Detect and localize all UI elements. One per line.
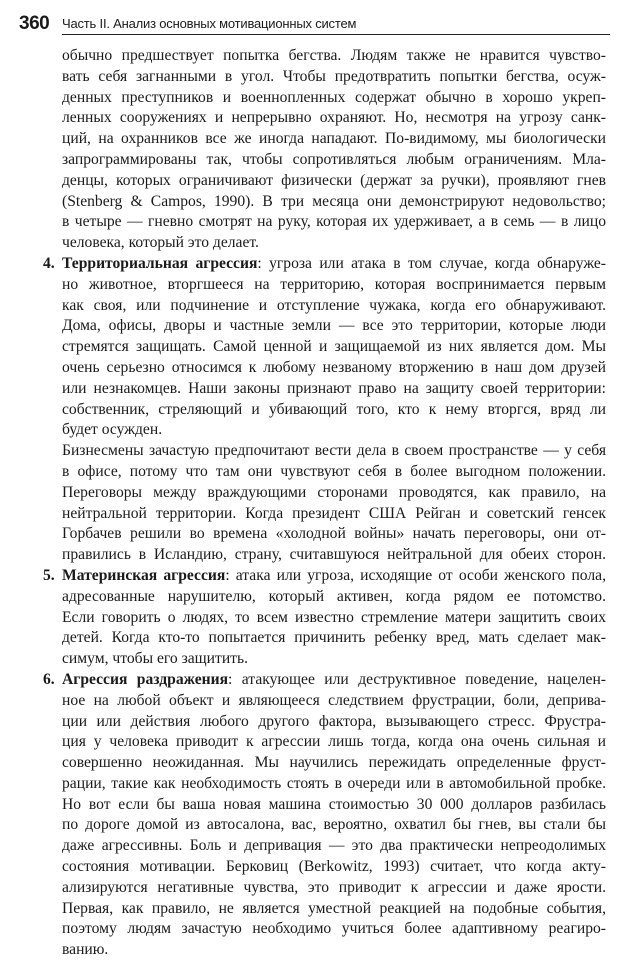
- text-line: как своя, или подчинение и отступление чужака, когда его обнаруживают.: [62, 296, 606, 314]
- text-line: даже агрессивны. Боль и депривация — это два практически непреодолимых: [62, 837, 606, 855]
- text-line: обычно предшествует попытка бегства. Людям также не нравится чувство-: [62, 47, 606, 64]
- text-line: Переговоры между враждующими сторонами проводятся, как правило, на: [62, 483, 606, 501]
- line-text: : атакующее или деструктивное поведение, нацелен-: [228, 670, 606, 688]
- list-number: 6.: [43, 670, 55, 688]
- list-item: [0, 670, 620, 961]
- list-item: [0, 566, 620, 670]
- text-line: (Stenberg & Campos, 1990). В три месяца они демонстрируют недовольство;: [62, 192, 606, 210]
- text-line: в четыре — гневно смотрят на руку, которая их удерживает, а в семь — в лицо: [62, 213, 606, 231]
- term-heading: Агрессия раздражения: [62, 670, 229, 688]
- text-line: Если говорить о людях, то всем известно стремление матери защитить своих: [62, 608, 606, 626]
- text-line: [43, 254, 607, 275]
- text-line: очень серьезно относимся к любому незваному вторжению в наш дом друзей: [62, 358, 606, 376]
- paragraph: [0, 441, 620, 566]
- running-title: Часть II. Анализ основных мотивационных систем: [62, 16, 357, 31]
- text-line: ное на любой объект и являющееся следствием фрустрации, боли, деприва-: [62, 691, 606, 709]
- text-line: Горбачев решили во времена «холодной войны» начать переговоры, они от-: [62, 525, 606, 543]
- text-line: состояния мотивации. Берковиц (Berkowitz, 1993) считает, что когда акту-: [62, 858, 606, 876]
- text-line: стремятся защищать. Самой ценной и защищаемой из них является дом. Мы: [62, 338, 606, 356]
- text-line: ванию.: [62, 941, 109, 959]
- text-line: человека, который это делает.: [62, 234, 259, 252]
- text-line: совершенно неожиданная. Мы научились пережидать определенные фруст-: [62, 754, 606, 772]
- term-heading: Территориальная агрессия: [62, 254, 258, 272]
- text-line: запрограммированы так, чтобы сопротивляться любым ограничениям. Мла-: [62, 150, 606, 168]
- page-body: [0, 46, 620, 961]
- page-number: 360: [19, 13, 50, 34]
- text-line: но животное, вторгшееся на территорию, которая воспринимается первым: [62, 275, 606, 293]
- text-line: детей. Когда кто-то попытается причинить ребенку вред, мать сделает мак-: [62, 629, 606, 647]
- text-line: вать себя загнанными в угол. Чтобы предотвратить попытки бегства, осуж-: [62, 67, 606, 85]
- text-line: правились в Исландию, страну, считавшуюся нейтральной для обеих сторон.: [62, 546, 606, 564]
- text-line: ленных сооружениях и непрерывно охраняют. Но, несмотря на угрозу санк-: [62, 109, 606, 127]
- header-rule: [62, 34, 610, 35]
- text-line: ция у человека приводит к агрессии лишь тогда, когда она очень сильная и: [62, 733, 606, 751]
- text-line: ции или действия любого другого фактора, вызывающего стресс. Фрустра-: [62, 712, 606, 730]
- text-line: или незнакомцев. Наши законы признают право на защиту своей территории:: [62, 379, 606, 397]
- text-line: ций, на охранников все же иногда нападают. По-видимому, мы биологически: [62, 130, 606, 148]
- text-line: будет осужден.: [62, 421, 163, 439]
- term-heading: Материнская агрессия: [62, 566, 226, 584]
- text-line: нейтральной территории. Когда президент США Рейган и советский генсек: [62, 504, 606, 522]
- text-line: [43, 670, 606, 691]
- line-text: : угроза или атака в том случае, когда обнаруже-: [257, 254, 607, 272]
- list-number: 4.: [43, 254, 55, 272]
- text-line: по дороге домой из автосалона, вас, вероятно, охватил бы гнев, вы стали бы: [62, 816, 606, 834]
- text-line: Первая, как правило, не является уместной реакцией на подобные события,: [62, 899, 606, 917]
- text-line: собственник, стреляющий и убивающий того, кто к нему вторгся, вряд ли: [62, 400, 606, 418]
- paragraph: [0, 46, 620, 254]
- text-line: Но вот если бы ваша новая машина стоимостью 30 000 долларов разбилась: [62, 795, 606, 813]
- text-line: ализируются негативные чувства, это приводит к агрессии и даже ярости.: [62, 878, 606, 896]
- text-line: Дома, офисы, дворы и частные земли — все это территории, которые люди: [62, 317, 606, 335]
- list-item: [0, 254, 620, 441]
- text-line: денцы, которых ограничивают физически (держат за ручки), проявляют гнев: [62, 171, 606, 189]
- line-text: : атака или угроза, исходящие от особи женского пола,: [225, 566, 606, 584]
- text-line: [43, 566, 606, 587]
- text-line: Бизнесмены зачастую предпочитают вести дела в своем пространстве — у себя: [62, 442, 606, 460]
- text-line: симум, чтобы его защитить.: [62, 650, 248, 668]
- list-number: 5.: [43, 566, 55, 584]
- text-line: денных преступников и военнопленных содержат обычно в хорошо укреп-: [62, 88, 606, 106]
- text-line: поэтому людям зачастую необходимо учиться более адаптивному реагиро-: [62, 920, 606, 938]
- text-line: адресованные нарушителю, который активен, когда рядом ее потомство.: [62, 587, 606, 605]
- text-line: рации, такие как необходимость стоять в очереди или в автомобильной пробке.: [62, 774, 606, 792]
- text-line: в офисе, потому что там они чувствуют себя в более выгодном положении.: [62, 462, 606, 480]
